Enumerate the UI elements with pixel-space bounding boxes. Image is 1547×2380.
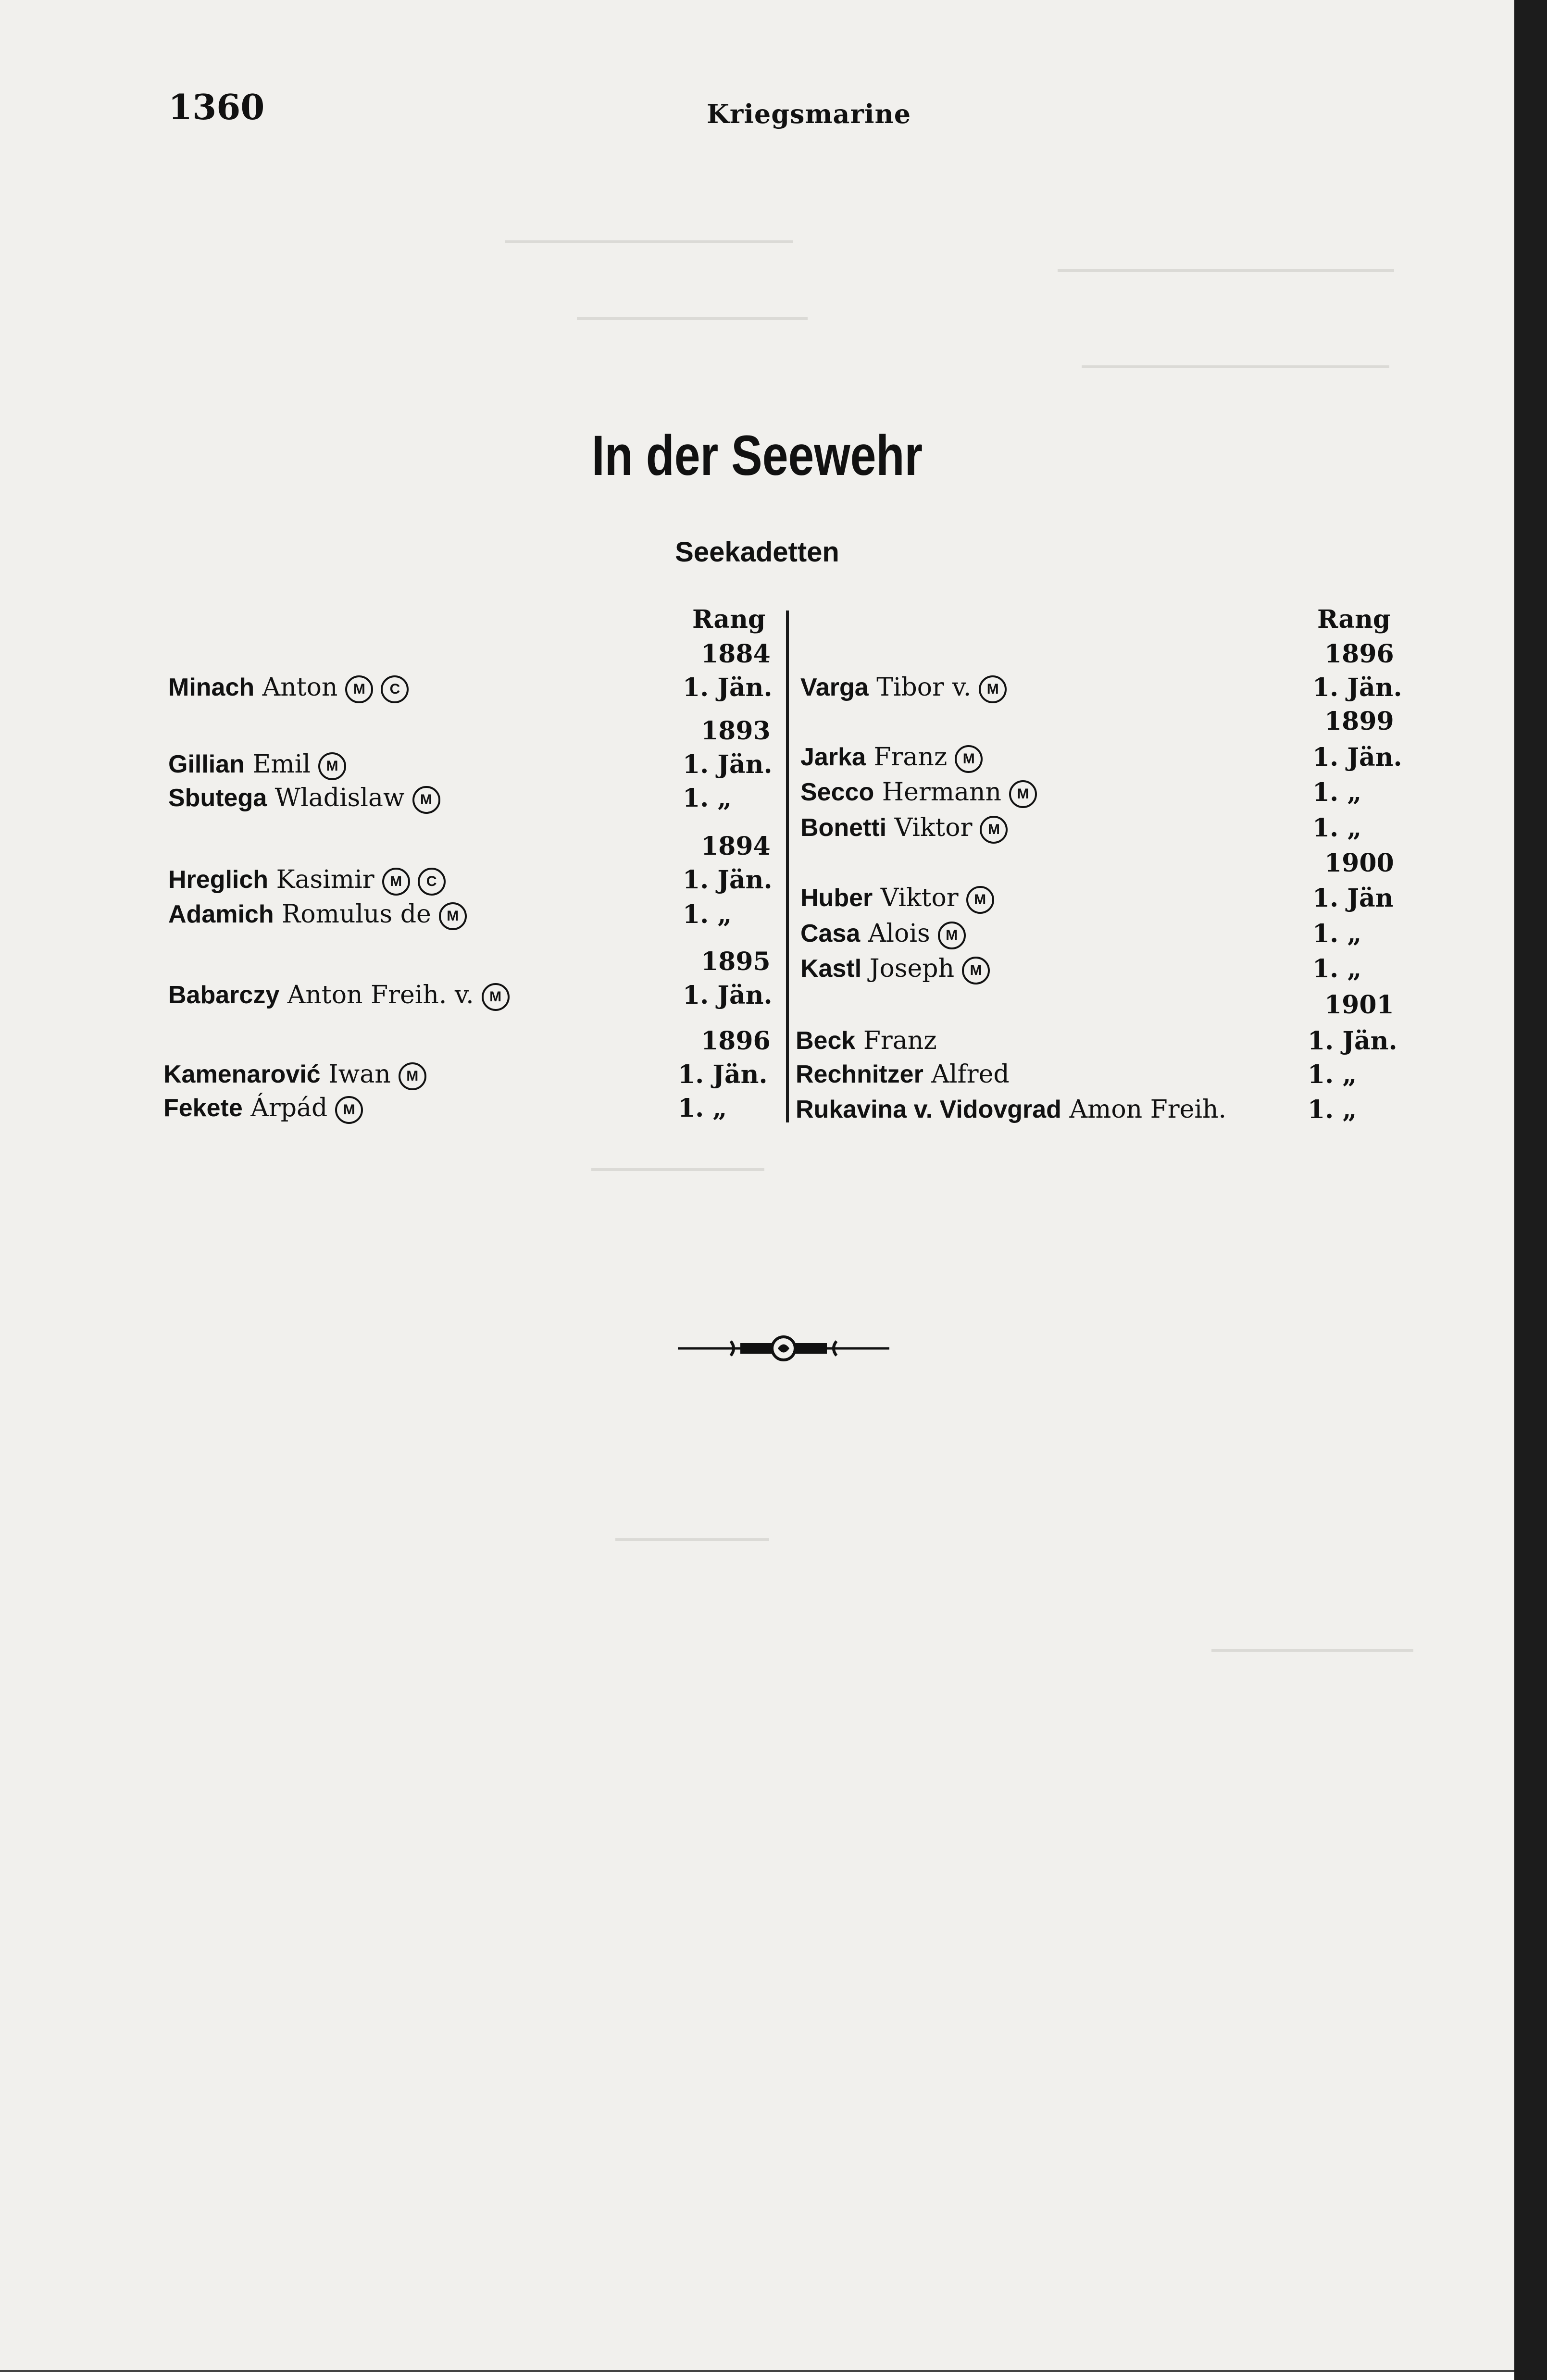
marine-badge-icon: M — [412, 786, 440, 814]
list-item — [163, 1094, 363, 1124]
marine-badge-icon: M — [399, 1062, 426, 1090]
given-name: Hermann — [882, 778, 1002, 807]
page-edge-shadow — [1514, 0, 1547, 2380]
rank-date: 1. Jän. — [678, 1060, 768, 1089]
rank-header-left: Rang — [692, 605, 766, 634]
marine-badge-icon: M — [980, 816, 1008, 844]
list-item — [168, 865, 446, 896]
section-title: In der Seewehr — [591, 424, 923, 487]
rank-date: 1. Jän. — [1312, 743, 1402, 772]
given-name: Joseph — [869, 954, 955, 983]
rank-date: 1. „ — [1312, 919, 1362, 948]
surname: Casa — [800, 920, 861, 947]
given-name: Árpád — [250, 1094, 328, 1122]
section-subtitle: Seekadetten — [675, 536, 839, 568]
bleed-through-mark — [591, 1168, 764, 1171]
given-name: Romulus de — [282, 900, 431, 929]
marine-badge-icon: M — [382, 868, 410, 896]
surname: Rechnitzer — [796, 1060, 923, 1088]
list-item — [796, 1095, 1226, 1124]
rank-date: 1. „ — [1308, 1095, 1357, 1124]
year-heading: 1896 — [701, 1026, 771, 1056]
surname: Kamenarović — [163, 1060, 321, 1088]
surname: Rukavina v. Vidovgrad — [796, 1096, 1061, 1123]
year-heading: 1894 — [701, 832, 771, 861]
surname: Jarka — [800, 743, 866, 771]
rank-date: 1. Jän — [1312, 884, 1394, 913]
given-name: Kasimir — [276, 865, 374, 894]
year-heading: 1900 — [1324, 848, 1394, 878]
given-name: Tibor v. — [876, 673, 972, 702]
list-item — [800, 673, 1007, 703]
given-name: Alfred — [931, 1060, 1010, 1089]
marine-badge-icon: M — [318, 752, 346, 780]
rank-header-right: Rang — [1317, 605, 1391, 634]
ornamental-rule-icon — [678, 1332, 889, 1365]
rank-date: 1. Jän. — [683, 750, 773, 779]
marine-badge-icon: M — [962, 957, 990, 984]
year-heading: 1899 — [1324, 707, 1394, 736]
list-item — [800, 884, 994, 914]
year-heading: 1901 — [1324, 990, 1394, 1020]
rank-date: 1. „ — [1312, 954, 1362, 984]
marine-badge-icon: M — [979, 675, 1007, 703]
list-item — [796, 1026, 937, 1055]
bleed-through-mark — [1211, 1649, 1413, 1652]
marine-badge-icon: M — [966, 886, 994, 914]
year-heading: 1884 — [701, 639, 771, 669]
rank-date: 1. „ — [1308, 1060, 1357, 1089]
marine-badge-icon: M — [439, 902, 467, 930]
year-heading: 1896 — [1324, 639, 1394, 669]
list-item — [800, 778, 1037, 808]
cross-badge-icon: C — [418, 868, 446, 896]
year-heading: 1893 — [701, 716, 771, 746]
given-name: Viktor — [880, 884, 959, 912]
surname: Beck — [796, 1027, 856, 1055]
surname: Sbutega — [168, 784, 267, 812]
surname: Gillian — [168, 750, 245, 778]
given-name: Alois — [868, 919, 930, 948]
bleed-through-mark — [577, 317, 808, 320]
list-item — [800, 813, 1008, 844]
surname: Fekete — [163, 1094, 243, 1122]
rank-date: 1. „ — [1312, 813, 1362, 843]
given-name: Anton — [262, 673, 338, 702]
rank-date: 1. Jän. — [1308, 1026, 1397, 1056]
bleed-through-mark — [615, 1538, 769, 1541]
surname: Varga — [800, 673, 869, 701]
rank-date: 1. „ — [683, 900, 732, 929]
given-name: Emil — [252, 750, 311, 779]
list-item — [168, 750, 346, 780]
list-item — [168, 673, 409, 703]
list-item — [800, 919, 966, 949]
surname: Kastl — [800, 955, 862, 983]
surname: Secco — [800, 778, 874, 806]
marine-badge-icon: M — [938, 922, 966, 949]
marine-badge-icon: M — [1009, 780, 1037, 808]
year-heading: 1895 — [701, 947, 771, 976]
surname: Minach — [168, 673, 255, 701]
surname: Bonetti — [800, 814, 887, 842]
rank-date: 1. Jän. — [683, 673, 773, 702]
given-name: Anton Freih. v. — [287, 981, 474, 1009]
surname: Hreglich — [168, 866, 269, 894]
marine-badge-icon: M — [335, 1096, 363, 1124]
list-item — [168, 981, 510, 1011]
given-name: Wladislaw — [274, 784, 405, 812]
surname: Adamich — [168, 900, 274, 928]
rank-date: 1. Jän. — [1312, 673, 1402, 702]
bleed-through-mark — [1082, 365, 1389, 368]
given-name: Iwan — [328, 1060, 391, 1089]
given-name: Viktor — [894, 813, 973, 842]
surname: Babarczy — [168, 981, 280, 1009]
rank-date: 1. „ — [1312, 778, 1362, 807]
given-name: Amon Freih. — [1069, 1095, 1227, 1124]
list-item — [800, 954, 990, 984]
surname: Huber — [800, 884, 873, 912]
rank-date: 1. Jän. — [683, 865, 773, 895]
list-item — [796, 1060, 1010, 1089]
marine-badge-icon: M — [482, 983, 510, 1011]
list-item — [163, 1060, 426, 1090]
given-name: Franz — [863, 1026, 937, 1055]
marine-badge-icon: M — [345, 675, 373, 703]
column-divider — [786, 611, 789, 1122]
rank-date: 1. „ — [678, 1094, 727, 1123]
list-item — [168, 784, 440, 814]
list-item — [800, 743, 983, 773]
rank-date: 1. Jän. — [683, 981, 773, 1010]
bleed-through-mark — [505, 240, 793, 243]
rank-date: 1. „ — [683, 784, 732, 813]
given-name: Franz — [873, 743, 948, 772]
running-head: Kriegsmarine — [707, 99, 911, 129]
marine-badge-icon: M — [955, 745, 983, 773]
page-number: 1360 — [168, 87, 265, 127]
bleed-through-mark — [1058, 269, 1394, 272]
cross-badge-icon: C — [381, 675, 409, 703]
list-item — [168, 900, 467, 930]
